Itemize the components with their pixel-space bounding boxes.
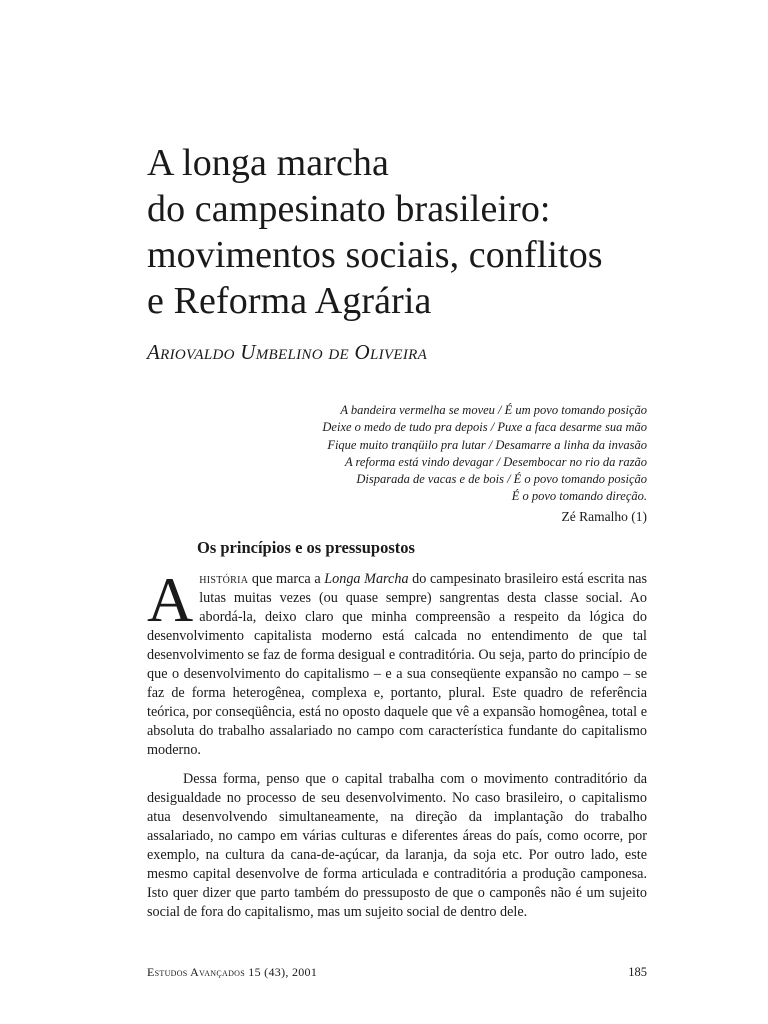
- italic-term: Longa Marcha: [324, 571, 409, 587]
- page-number: 185: [628, 965, 647, 979]
- lead-smallcaps: história: [199, 571, 249, 587]
- article-title: [147, 140, 647, 324]
- epigraph-line: É o povo tomando direção.: [511, 489, 647, 504]
- article-page: [147, 0, 647, 1024]
- epigraph-credit: Zé Ramalho (1): [561, 509, 647, 524]
- epigraph-line: Disparada de vacas e de bois / É o povo tomando posição: [356, 472, 647, 487]
- journal-footer: Estudos Avançados 15 (43), 2001: [147, 965, 318, 979]
- title-line: A longa marcha: [147, 142, 389, 184]
- drop-cap: A: [147, 564, 194, 635]
- epigraph-line: A bandeira vermelha se moveu / É um povo tomando posição: [340, 403, 647, 417]
- epigraph: [147, 402, 647, 506]
- author-name: Ariovaldo Umbelino de Oliveira: [147, 340, 428, 364]
- epigraph-line: Deixe o medo de tudo pra depois / Puxe a faca desarme sua mão: [322, 420, 647, 435]
- paragraph-text: do campesinato brasileiro está escrita nas lutas muitas vezes (ou quase sempre) sangrentas desta classe social. Ao abordá-la, deixo claro que minha compreensão a respeito da lógica do desenvolvimento capitalista moderno está calcada no entendimento de que tal desenvolvimento se faz de forma desigual e contraditória. Ou seja, parto do princípio de que o desenvolvimento do capitalismo – e a sua conseqüente expansão no campo – se faz de forma heterogênea, complexa e, portanto, plural. Este quadro de referência teórica, por conseqüência, está no oposto daquele que vê a expansão homogênea, total e absoluta do trabalho assalariado no campo com característica fundante do capitalismo moderno.: [147, 571, 647, 758]
- title-line: e Reforma Agrária: [147, 280, 432, 322]
- title-line: do campesinato brasileiro:: [147, 188, 551, 230]
- paragraph-2: Dessa forma, penso que o capital trabalha com o movimento contraditório da desigualdade no processo de seu desenvolvimento. No caso brasileiro, o capitalismo atua desenvolvendo simultaneamente, na direção da implantação do trabalho assalariado, no campo em várias culturas e diferentes áreas do país, como ocorre, por exemplo, na cultura da cana-de-açúcar, da laranja, da soja etc. Por outro lado, este mesmo capital desenvolve de forma articulada e contraditória a produção camponesa. Isto quer dizer que parto também do pressuposto de que o camponês não é um sujeito social de fora do capitalismo, mas um sujeito social de dentro dele.: [147, 771, 647, 920]
- article-body: [147, 564, 647, 922]
- section-heading: Os princípios e os pressupostos: [197, 538, 415, 557]
- paragraph-text: que marca a: [248, 571, 325, 587]
- epigraph-line: Fique muito tranqüilo pra lutar / Desamarre a linha da invasão: [327, 437, 647, 452]
- epigraph-line: A reforma está vindo devagar / Desembocar no rio da razão: [344, 454, 647, 469]
- title-line: movimentos sociais, conflitos: [147, 234, 603, 276]
- paragraph-1: [147, 564, 647, 760]
